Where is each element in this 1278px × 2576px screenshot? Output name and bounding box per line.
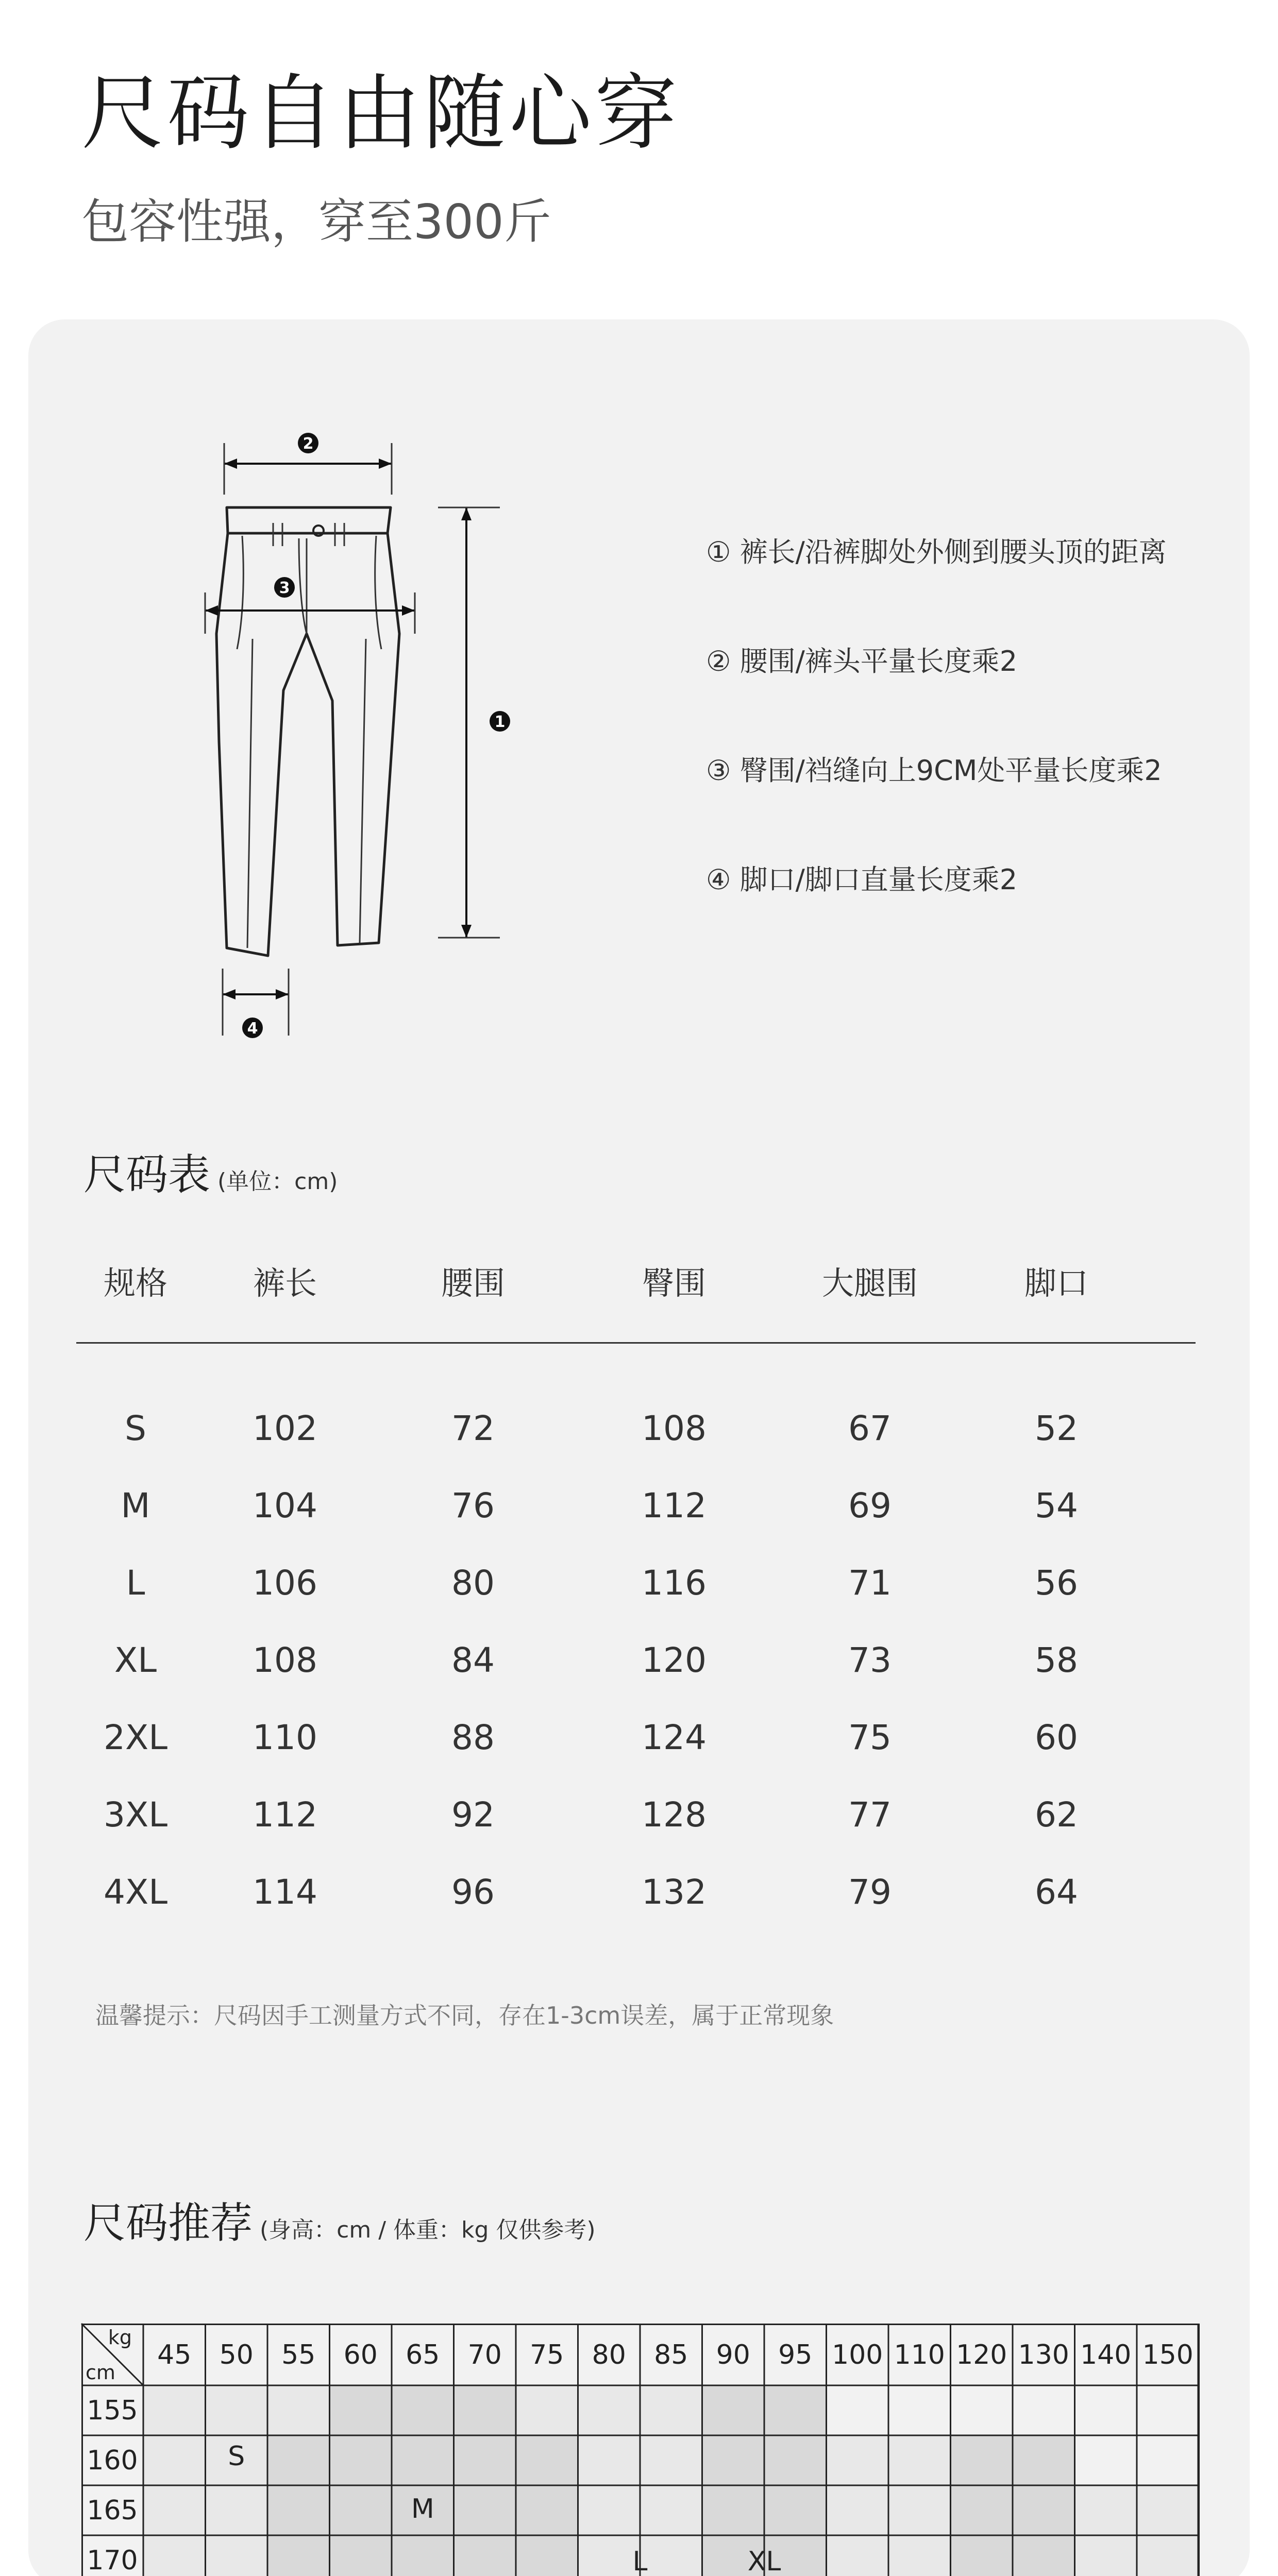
zone-label: M — [411, 2494, 434, 2524]
table-cell: 112 — [615, 1489, 733, 1523]
table-cell: 102 — [226, 1412, 344, 1446]
table-cell: 52 — [997, 1412, 1116, 1446]
header-cell: 腰围 — [414, 1267, 532, 1299]
weight-label: 75 — [530, 2340, 564, 2370]
table-cell: 106 — [226, 1566, 344, 1600]
table-row — [76, 1566, 1196, 1643]
table-cell: 132 — [615, 1875, 733, 1909]
legend-item: ④ 脚口/脚口直量长度乘2 — [706, 866, 1232, 894]
recommendation-title: 尺码推荐 — [83, 2199, 253, 2248]
weight-label: 70 — [468, 2340, 502, 2370]
size-table-body — [76, 1412, 1196, 1953]
table-cell: 116 — [615, 1566, 733, 1600]
table-cell: 84 — [414, 1643, 532, 1677]
table-cell: XL — [76, 1643, 195, 1677]
table-cell: 2XL — [76, 1721, 195, 1755]
weight-label: 130 — [1018, 2340, 1069, 2370]
svg-text:3: 3 — [279, 579, 290, 597]
height-label: 165 — [87, 2495, 138, 2526]
table-cell: 77 — [811, 1798, 929, 1832]
recommendation-note: (身高：cm / 体重：kg 仅供参考) — [260, 2217, 596, 2243]
table-cell: 128 — [615, 1798, 733, 1832]
zone-label: L — [633, 2546, 648, 2576]
table-cell: 104 — [226, 1489, 344, 1523]
height-label: 155 — [87, 2395, 138, 2426]
pants-outline — [216, 507, 399, 956]
size-table-title: 尺码表 — [83, 1150, 210, 1199]
header-cell: 脚口 — [997, 1267, 1116, 1299]
table-cell: 114 — [226, 1875, 344, 1909]
table-cell: 112 — [226, 1798, 344, 1832]
weight-label: 85 — [654, 2340, 688, 2370]
table-cell: 67 — [811, 1412, 929, 1446]
svg-text:1: 1 — [495, 713, 506, 731]
hip-measure-arrow — [205, 592, 415, 634]
table-cell: 76 — [414, 1489, 532, 1523]
table-row — [76, 1643, 1196, 1721]
weight-label: 150 — [1142, 2340, 1193, 2370]
table-cell: 64 — [997, 1875, 1116, 1909]
recommendation-heading — [83, 2202, 596, 2245]
table-cell: 110 — [226, 1721, 344, 1755]
table-cell: 124 — [615, 1721, 733, 1755]
table-cell: 108 — [226, 1643, 344, 1677]
table-cell: 73 — [811, 1643, 929, 1677]
table-cell: 58 — [997, 1643, 1116, 1677]
table-cell: 120 — [615, 1643, 733, 1677]
corner-weight-unit: kg — [108, 2326, 132, 2349]
measurement-tip: 温馨提示：尺码因手工测量方式不同，存在1-3cm误差，属于正常现象 — [95, 1997, 834, 2031]
table-cell: 108 — [615, 1412, 733, 1446]
table-cell: 71 — [811, 1566, 929, 1600]
size-table-unit: (单位：cm) — [217, 1168, 338, 1195]
weight-label: 140 — [1080, 2340, 1131, 2370]
weight-label: 100 — [832, 2340, 883, 2370]
size-table — [76, 1252, 1196, 1329]
svg-text:4: 4 — [247, 1020, 258, 1038]
table-cell: 92 — [414, 1798, 532, 1832]
height-label: 160 — [87, 2445, 138, 2476]
size-recommendation-grid — [81, 2324, 1205, 2561]
table-cell: 54 — [997, 1489, 1116, 1523]
size-zone — [267, 2435, 330, 2576]
table-row — [76, 1489, 1196, 1566]
table-cell: 72 — [414, 1412, 532, 1446]
size-zone — [330, 2385, 516, 2576]
table-cell: 96 — [414, 1875, 532, 1909]
table-cell: 56 — [997, 1566, 1116, 1600]
page-title: 尺码自由随心穿 — [81, 72, 680, 155]
weight-label: 55 — [281, 2340, 315, 2370]
table-cell: M — [76, 1489, 195, 1523]
corner-height-unit: cm — [86, 2361, 115, 2384]
table-cell: 79 — [811, 1875, 929, 1909]
header-cell: 大腿围 — [811, 1267, 929, 1299]
svg-text:2: 2 — [303, 435, 314, 453]
weight-label: 65 — [406, 2340, 440, 2370]
size-table-header — [76, 1252, 1196, 1329]
table-cell: 80 — [414, 1566, 532, 1600]
table-cell: 3XL — [76, 1798, 195, 1832]
table-cell: 69 — [811, 1489, 929, 1523]
table-cell: 75 — [811, 1721, 929, 1755]
weight-label: 95 — [778, 2340, 812, 2370]
header-cell: 臀围 — [615, 1267, 733, 1299]
weight-label: 60 — [344, 2340, 378, 2370]
table-cell: S — [76, 1412, 195, 1446]
table-cell: 62 — [997, 1798, 1116, 1832]
pants-diagram — [196, 422, 546, 1051]
weight-label: 90 — [716, 2340, 750, 2370]
weight-label: 110 — [894, 2340, 945, 2370]
header-divider — [76, 1342, 1196, 1344]
table-row — [76, 1798, 1196, 1875]
table-row — [76, 1721, 1196, 1798]
weight-label: 50 — [220, 2340, 254, 2370]
table-row — [76, 1875, 1196, 1953]
weight-label: 45 — [157, 2340, 191, 2370]
height-label: 170 — [87, 2545, 138, 2576]
size-zone — [516, 2435, 578, 2576]
table-cell: 60 — [997, 1721, 1116, 1755]
legend-item: ③ 臀围/裆缝向上9CM处平量长度乘2 — [706, 757, 1232, 785]
weight-label: 80 — [592, 2340, 626, 2370]
table-cell: L — [76, 1566, 195, 1600]
size-table-heading — [83, 1154, 338, 1196]
table-cell: 4XL — [76, 1875, 195, 1909]
legend-item: ② 腰围/裤头平量长度乘2 — [706, 648, 1232, 675]
page-subtitle: 包容性强，穿至300斤 — [81, 198, 551, 246]
weight-label: 120 — [956, 2340, 1007, 2370]
table-row — [76, 1412, 1196, 1489]
header-cell: 规格 — [76, 1267, 195, 1299]
zone-label: XL — [748, 2546, 781, 2576]
legend-item: ① 裤长/沿裤脚处外侧到腰头顶的距离 — [706, 538, 1232, 566]
zone-label: S — [228, 2441, 245, 2472]
header-cell: 裤长 — [226, 1267, 344, 1299]
table-cell: 88 — [414, 1721, 532, 1755]
measurement-legend — [706, 538, 1232, 975]
